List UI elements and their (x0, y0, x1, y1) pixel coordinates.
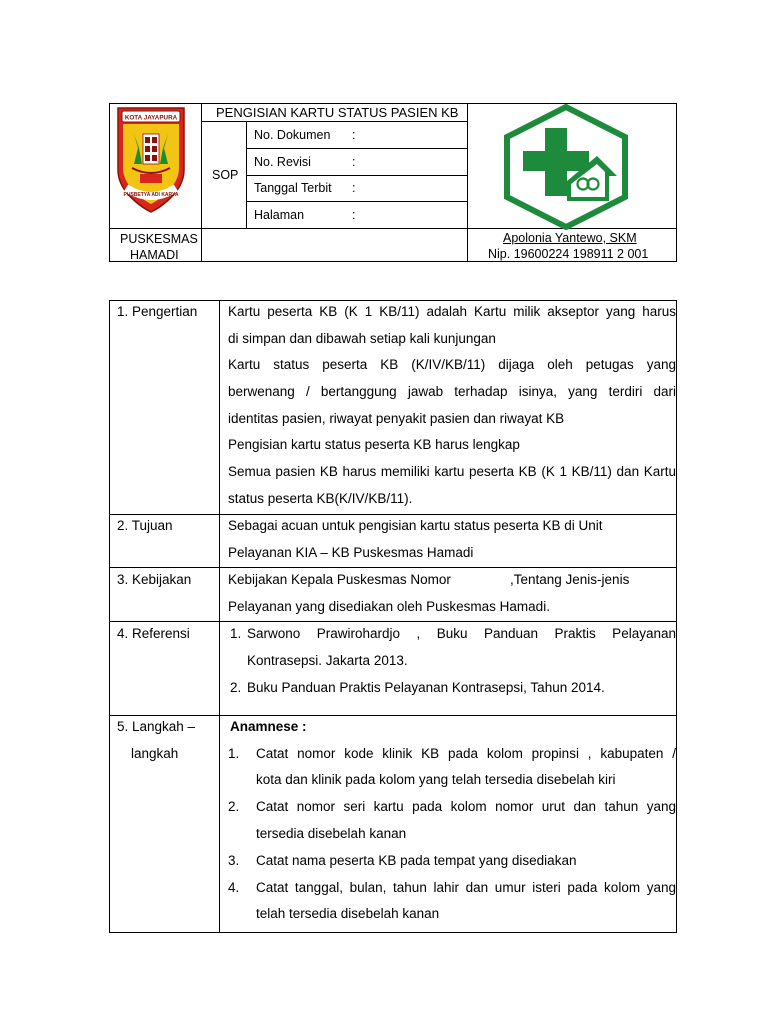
referensi-number: 2. (230, 680, 242, 695)
pengertian-line: Kartu peserta KB (K 1 KB/11) adalah Kartu milik akseptor yang harus (228, 304, 676, 319)
section-label-langkah: 5. Langkah – (117, 719, 196, 734)
org-name-line2: HAMADI (130, 248, 179, 262)
puskesmas-logo-icon (501, 104, 631, 230)
field-separator: : (352, 181, 356, 195)
step-item: telah tersedia disebelah kanan (256, 906, 440, 921)
sop-label: SOP (212, 168, 239, 182)
divider (246, 201, 467, 202)
step-number: 2. (228, 799, 240, 814)
section-label-pengertian: 1. Pengertian (117, 304, 198, 319)
emblem-top-text: KOTA JAYAPURA (124, 114, 178, 122)
divider (201, 121, 467, 122)
divider (246, 148, 467, 149)
pengertian-line: Kartu status peserta KB (K/IV/KB/11) dijaga oleh petugas yang (228, 357, 676, 372)
field-label-no-dokumen: No. Dokumen (254, 128, 331, 142)
pengertian-line: berwenang / bertanggung jawab terhadap isinya, yang terdiri dari (228, 384, 676, 399)
tujuan-line: Pelayanan KIA – KB Puskesmas Hamadi (228, 545, 474, 560)
section-label-tujuan: 2. Tujuan (117, 518, 173, 533)
section-label-langkah: langkah (131, 746, 179, 761)
step-item: tersedia disebelah kanan (256, 826, 407, 841)
emblem-bottom-text: PUSBETYA ADI KARYA (123, 192, 179, 198)
anamnese-heading: Anamnese : (230, 719, 307, 734)
sop-title: PENGISIAN KARTU STATUS PASIEN KB (216, 105, 459, 120)
field-label-halaman: Halaman (254, 208, 305, 222)
referensi-item: Kontrasepsi. Jakarta 2013. (247, 653, 408, 668)
kebijakan-line: ,Tentang Jenis-jenis (510, 572, 630, 587)
divider (219, 300, 220, 933)
pengertian-line: status peserta KB(K/IV/KB/11). (228, 491, 413, 506)
step-item: Catat nomor seri kartu pada kolom nomor urut dan tahun yang (256, 799, 676, 814)
divider (109, 715, 677, 716)
step-number: 3. (228, 853, 240, 868)
section-label-kebijakan: 3. Kebijakan (117, 572, 192, 587)
divider (109, 567, 677, 568)
step-number: 1. (228, 746, 240, 761)
pengertian-line: identitas pasien, riwayat penyakit pasien dan riwayat KB (228, 411, 565, 426)
city-emblem-icon (114, 104, 188, 218)
pengertian-line: Pengisian kartu status peserta KB harus lengkap (228, 437, 520, 452)
section-label-referensi: 4. Referensi (117, 626, 190, 641)
field-label-no-revisi: No. Revisi (254, 155, 311, 169)
step-item: Catat tanggal, bulan, tahun lahir dan umur isteri pada kolom yang (256, 880, 676, 895)
divider (246, 175, 467, 176)
pengertian-line: di simpan dan dibawah setiap kali kunjungan (228, 331, 496, 346)
kebijakan-line: Kebijakan Kepala Puskesmas Nomor (228, 572, 451, 587)
signer-name: Apolonia Yantewo, SKM (503, 231, 637, 245)
divider (201, 103, 202, 262)
step-number: 4. (228, 880, 240, 895)
referensi-number: 1. (230, 626, 242, 641)
field-label-tanggal-terbit: Tanggal Terbit (254, 181, 332, 195)
referensi-item: Buku Panduan Praktis Pelayanan Kontrasepsi, Tahun 2014. (247, 680, 605, 695)
divider (109, 514, 677, 515)
step-item: Catat nomor kode klinik KB pada kolom propinsi , kabupaten / (256, 746, 676, 761)
step-item: Catat nama peserta KB pada tempat yang disediakan (256, 853, 577, 868)
pengertian-line: Semua pasien KB harus memiliki kartu peserta KB (K 1 KB/11) dan Kartu (228, 464, 676, 479)
divider (467, 103, 468, 262)
field-separator: : (352, 208, 356, 222)
tujuan-line: Sebagai acuan untuk pengisian kartu status peserta KB di Unit (228, 518, 603, 533)
kebijakan-line: Pelayanan yang disediakan oleh Puskesmas Hamadi. (228, 599, 550, 614)
divider (109, 621, 677, 622)
referensi-item: Sarwono Prawirohardjo , Buku Panduan Praktis Pelayanan (247, 626, 676, 641)
step-item: kota dan klinik pada kolom yang telah tersedia disebelah kiri (256, 772, 616, 787)
org-name-line1: PUSKESMAS (120, 232, 198, 246)
field-separator: : (352, 128, 356, 142)
field-separator: : (352, 155, 356, 169)
signer-nip: Nip. 19600224 198911 2 001 (488, 247, 649, 261)
